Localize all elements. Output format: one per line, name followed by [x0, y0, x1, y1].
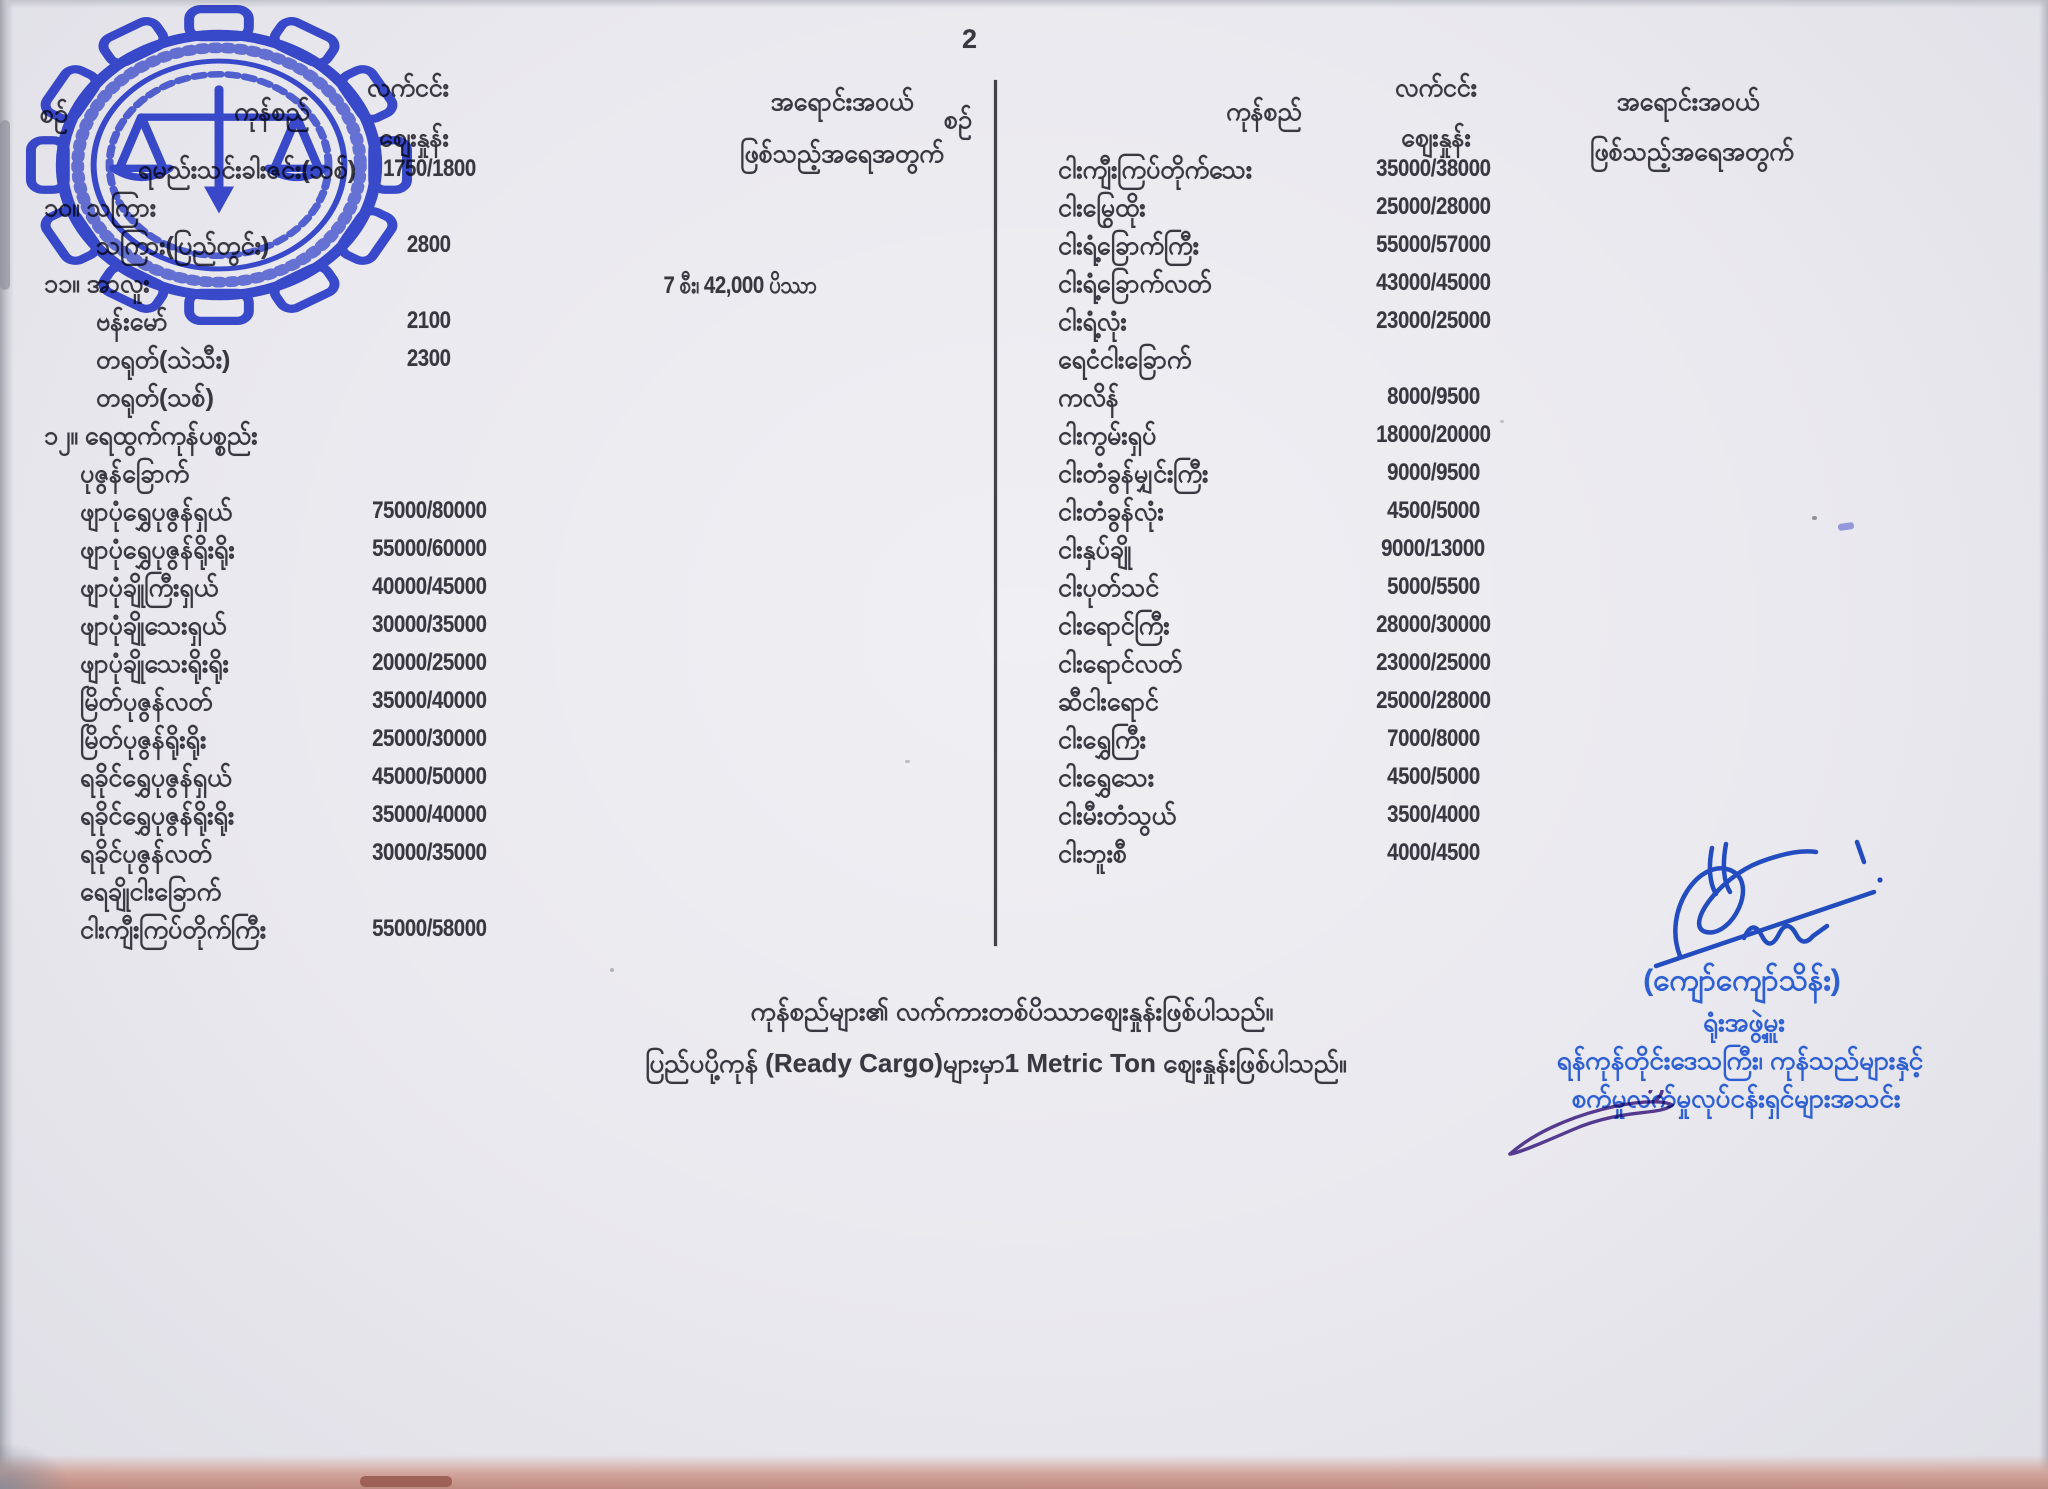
- commodity-name: ငါးရံ့လုံး: [1058, 308, 1127, 336]
- signature-scribble: [1652, 838, 1890, 976]
- commodity-name: ငါးရောင်လတ်: [1058, 650, 1183, 678]
- table-row: [0, 456, 2048, 494]
- table-row: [0, 798, 2048, 836]
- price-value: 55000/58000: [371, 915, 487, 942]
- price-value: 25000/28000: [1375, 687, 1491, 714]
- price-value: 4500/5000: [1386, 497, 1480, 524]
- signatory-title: ရုံးအဖွဲ့မှူး: [1703, 1007, 1785, 1037]
- price-value: 2800: [407, 231, 451, 258]
- price-value: 9000/13000: [1381, 535, 1485, 562]
- commodity-name: ငါးရံ့ခြောက်ကြီး: [1058, 232, 1199, 260]
- commodity-name: ငါးတံခွန်လုံး: [1058, 498, 1164, 526]
- section-label: ၁၁။ အာလူး: [44, 270, 150, 298]
- price-cell: [1320, 573, 1546, 601]
- commodity-name: ဆီငါးရောင်: [1058, 688, 1159, 716]
- commodity-name: တရုတ်(သဲသီး): [96, 346, 231, 374]
- left-col-qty-header-line1: အရောင်းအဝယ်: [770, 88, 914, 116]
- price-cell: [1320, 193, 1546, 221]
- scan-speck: [610, 968, 614, 972]
- price-value: 28000/30000: [1375, 611, 1491, 638]
- commodity-name: သကြား(ပြည်တွင်း): [96, 232, 270, 260]
- left-col-commodity-header: ကုန်စည်: [234, 98, 310, 126]
- ink-speck: [1812, 516, 1817, 520]
- commodity-name: ငါးကျီးကြပ်တိုက်သေး: [1058, 156, 1253, 184]
- table-row: [0, 570, 2048, 608]
- note-line-1: ကုန်စည်များ၏ လက်ကားတစ်ပိဿာဈေးနှုန်းဖြစ်ပါသည်။: [750, 996, 1274, 1026]
- commodity-name: ဖျာပုံရွှေပုဇွန်ရိုးရိုး: [80, 536, 235, 564]
- scan-corner-shadow: [0, 1443, 70, 1489]
- table-row: [0, 608, 2048, 646]
- commodity-name: ရခိုင်ရွှေပုဇွန်ရှယ်: [80, 764, 232, 792]
- commodity-name: ပုဇွန်ခြောက်: [80, 460, 190, 488]
- page-number: 2: [962, 24, 978, 54]
- commodity-name: မြိတ်ပုဇွန်ရိုးရိုး: [80, 726, 207, 754]
- price-value: 7000/8000: [1386, 725, 1480, 752]
- price-cell: [1320, 383, 1546, 411]
- commodity-name: ဗန်းမော်: [96, 308, 168, 336]
- association-seal-stamp: [20, 0, 418, 330]
- commodity-name: ရေငံငါးခြောက်: [1058, 346, 1192, 374]
- commodity-name: ရမည်းသင်းခါးဇင်း(သစ်): [138, 156, 357, 184]
- right-col-qty-header-line2: ဖြစ်သည့်အရေအတွက်: [1590, 138, 1794, 166]
- table-row: [0, 646, 2048, 684]
- commodity-name: ငါးရောင်ကြီး: [1058, 612, 1170, 640]
- commodity-name: ငါးရံ့ခြောက်လတ်: [1058, 270, 1212, 298]
- price-value: 8000/9500: [1386, 383, 1480, 410]
- scales-of-justice-icon: [114, 89, 325, 209]
- price-cell: [1320, 649, 1546, 677]
- table-row: [0, 380, 2048, 418]
- signatory-name: (ကျော်ကျော်သိန်း): [1643, 964, 1841, 997]
- price-value: 25000/28000: [1375, 193, 1491, 220]
- table-row: [0, 532, 2048, 570]
- table-row: [0, 418, 2048, 456]
- left-col-qty-header-line2: ဖြစ်သည့်အရေအတွက်: [740, 140, 944, 168]
- commodity-name: မြိတ်ပုဇွန်လတ်: [80, 688, 213, 716]
- table-row: [0, 760, 2048, 798]
- price-value: 45000/50000: [371, 763, 487, 790]
- price-cell: [1320, 497, 1546, 525]
- commodity-name: ဖျာပုံချိုသေးရိုးရိုး: [80, 650, 229, 678]
- price-cell: [1320, 535, 1546, 563]
- organization-line-1: ရန်ကုန်တိုင်းဒေသကြီး၊ ကုန်သည်များနှင့်: [1556, 1045, 1924, 1075]
- price-cell: [1320, 611, 1546, 639]
- price-value: 9000/9500: [1386, 459, 1480, 486]
- price-value: 2300: [407, 345, 451, 372]
- price-value: 55000/60000: [371, 535, 487, 562]
- price-value: 20000/25000: [371, 649, 487, 676]
- price-cell: [1320, 307, 1546, 335]
- section-label: ၁၂။ ရေထွက်ကုန်ပစ္စည်း: [44, 422, 258, 450]
- commodity-name: ရခိုင်ရွှေပုဇွန်ရိုးရိုး: [80, 802, 235, 830]
- left-col-price-header-line2: ဈေးနှုန်း: [379, 124, 449, 152]
- price-value: 1750/1800: [382, 155, 476, 182]
- price-value: 5000/5500: [1386, 573, 1480, 600]
- right-col-commodity-header: ကုန်စည်: [1226, 98, 1302, 126]
- table-row: [0, 722, 2048, 760]
- price-cell: [1320, 839, 1546, 867]
- right-col-price-header-line1: လက်ငင်း: [1395, 74, 1477, 102]
- price-cell: [1320, 459, 1546, 487]
- commodity-name: ဖျာပုံချိုကြီးရှယ်: [80, 574, 219, 602]
- scan-edge-smudge: [360, 1476, 452, 1487]
- commodity-name: ငါးနှပ်ချို: [1058, 536, 1132, 564]
- table-row: [0, 342, 2048, 380]
- price-value: 18000/20000: [1375, 421, 1491, 448]
- commodity-name: တရုတ်(သစ်): [96, 384, 214, 412]
- price-value: 75000/80000: [371, 497, 487, 524]
- commodity-name: ငါးကွမ်းရှပ်: [1058, 422, 1157, 450]
- price-value: 35000/40000: [371, 687, 487, 714]
- right-col-price-header-line2: ဈေးနှုန်း: [1401, 124, 1471, 152]
- commodity-name: ငါးပုတ်သင်: [1058, 574, 1160, 602]
- price-value: 4000/4500: [1386, 839, 1480, 866]
- commodity-name: ရခိုင်ပုဇွန်လတ်: [80, 840, 213, 868]
- price-value: 2100: [407, 307, 451, 334]
- price-cell: [1320, 269, 1546, 297]
- quantity-value: 7 စီး၊ 42,000 ပိဿာ: [663, 272, 817, 299]
- price-value: 40000/45000: [371, 573, 487, 600]
- price-value: 30000/35000: [371, 839, 487, 866]
- price-cell: [1320, 231, 1546, 259]
- price-value: 3500/4000: [1386, 801, 1480, 828]
- price-cell: [1320, 801, 1546, 829]
- section-label: ၁၀။ သကြား: [44, 194, 157, 222]
- price-cell: [1320, 725, 1546, 753]
- table-row: [0, 494, 2048, 532]
- price-value: 4500/5000: [1386, 763, 1480, 790]
- note-line-2: ပြည်ပပို့ကုန် (Ready Cargo)များမှာ1 Metric Ton ဈေးနှုန်းဖြစ်ပါသည်။: [645, 1048, 1347, 1078]
- commodity-name: ရေချိုငါးခြောက်: [80, 878, 222, 906]
- price-value: 25000/30000: [371, 725, 487, 752]
- commodity-name: ကလိန်: [1058, 384, 1119, 412]
- right-col-qty-header-line1: အရောင်းအဝယ်: [1616, 88, 1760, 116]
- commodity-name: ငါးဘူးစီ: [1058, 840, 1128, 868]
- price-cell: [1320, 421, 1546, 449]
- price-value: 55000/57000: [1375, 231, 1491, 258]
- price-cell: [1320, 763, 1546, 791]
- price-cell: [1320, 155, 1546, 183]
- organization-line-2: စက်မှုလက်မှုလုပ်ငန်းရှင်များအသင်း: [1571, 1083, 1901, 1113]
- left-col-price-header-line1: လက်ငင်း: [367, 74, 449, 102]
- commodity-name: ငါးမြွေထိုး: [1058, 194, 1146, 222]
- commodity-name: ငါးမီးတံသွယ်: [1058, 802, 1176, 830]
- left-col-no-header: စဉ်: [40, 100, 68, 128]
- right-col-no-header: စဉ်: [944, 106, 972, 134]
- commodity-name: ငါးရွှေသေး: [1058, 764, 1155, 792]
- commodity-name: ငါးတံခွန်မျှင်းကြီး: [1058, 460, 1209, 488]
- violet-swoosh-mark: [1502, 1090, 1692, 1168]
- price-value: 35000/40000: [371, 801, 487, 828]
- price-value: 43000/45000: [1375, 269, 1491, 296]
- price-value: 35000/38000: [1375, 155, 1491, 182]
- price-cell: [316, 915, 542, 943]
- commodity-name: ငါးရွှေကြီး: [1058, 726, 1146, 754]
- price-value: 30000/35000: [371, 611, 487, 638]
- commodity-name: ဖျာပုံရွှေပုဇွန်ရှယ်: [80, 498, 232, 526]
- commodity-name: ငါးကျီးကြပ်တိုက်ကြီး: [80, 916, 267, 944]
- price-value: 23000/25000: [1375, 307, 1491, 334]
- table-row: [0, 684, 2048, 722]
- commodity-name: ဖျာပုံချိုသေးရှယ်: [80, 612, 227, 640]
- scan-edge-bottom: [0, 1455, 2048, 1489]
- price-value: 23000/25000: [1375, 649, 1491, 676]
- price-cell: [1320, 687, 1546, 715]
